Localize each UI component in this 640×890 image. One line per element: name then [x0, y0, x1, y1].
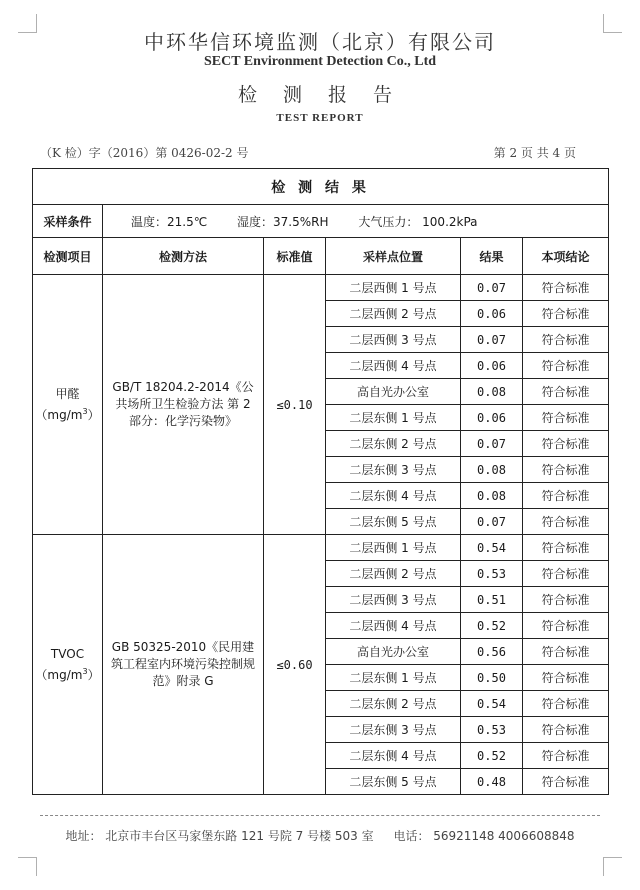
conditions-label: 采样条件: [33, 205, 103, 238]
result-value: 0.52: [461, 613, 523, 639]
sampling-location: 二层东侧 2 号点: [326, 431, 461, 457]
conclusion: 符合标准: [523, 717, 609, 743]
sampling-location: 二层西侧 3 号点: [326, 327, 461, 353]
unit-suffix: ）: [87, 407, 100, 422]
sampling-location: 二层东侧 4 号点: [326, 743, 461, 769]
sampling-location: 二层西侧 3 号点: [326, 587, 461, 613]
result-value: 0.54: [461, 691, 523, 717]
unit-prefix: （mg/m: [35, 407, 83, 422]
unit-superscript: 3: [82, 406, 88, 416]
conclusion: 符合标准: [523, 587, 609, 613]
column-header: 采样点位置: [326, 238, 461, 275]
result-value: 0.07: [461, 275, 523, 301]
result-value: 0.51: [461, 587, 523, 613]
sampling-location: 二层东侧 5 号点: [326, 509, 461, 535]
conclusion: 符合标准: [523, 613, 609, 639]
sampling-location: 二层东侧 1 号点: [326, 405, 461, 431]
conclusion: 符合标准: [523, 483, 609, 509]
result-value: 0.08: [461, 379, 523, 405]
column-header: 检测项目: [33, 238, 103, 275]
table-row: [33, 535, 609, 561]
sampling-location: 二层西侧 2 号点: [326, 561, 461, 587]
temperature: 温度：21.5℃: [131, 214, 208, 229]
footer-phone: 电话： 56921148 4006608848: [393, 829, 575, 843]
test-item-unit: [33, 403, 102, 424]
result-value: 0.52: [461, 743, 523, 769]
conclusion: 符合标准: [523, 691, 609, 717]
conclusion: 符合标准: [523, 535, 609, 561]
conclusion: 符合标准: [523, 743, 609, 769]
result-value: 0.07: [461, 431, 523, 457]
conclusion: 符合标准: [523, 639, 609, 665]
result-value: 0.56: [461, 639, 523, 665]
result-value: 0.53: [461, 561, 523, 587]
table-row: [33, 275, 609, 301]
humidity: 湿度：37.5%RH: [237, 214, 329, 229]
company-name-cn: 中环华信环境监测（北京）有限公司: [144, 30, 496, 54]
report-title-cn: 检 测 报 告: [237, 84, 403, 106]
report-reference: （K 检）字（2016）第 0426-02-2 号: [40, 146, 249, 160]
test-item-name: 甲醛: [55, 386, 80, 401]
pressure: 大气压力： 100.2kPa: [358, 214, 478, 229]
unit-prefix: （mg/m: [35, 667, 83, 682]
result-value: 0.50: [461, 665, 523, 691]
result-value: 0.53: [461, 717, 523, 743]
conclusion: 符合标准: [523, 769, 609, 795]
sampling-location: 二层西侧 4 号点: [326, 353, 461, 379]
conclusion: 符合标准: [523, 327, 609, 353]
result-value: 0.54: [461, 535, 523, 561]
sampling-location: 高自光办公室: [326, 379, 461, 405]
conclusion: 符合标准: [523, 561, 609, 587]
column-header-row: [33, 238, 609, 275]
column-header: 检测方法: [103, 238, 264, 275]
test-method: GB/T 18204.2-2014《公共场所卫生检验方法 第 2 部分：化学污染物》: [103, 275, 264, 535]
sampling-location: 二层西侧 4 号点: [326, 613, 461, 639]
standard-value: ≤0.60: [264, 535, 326, 795]
column-header: 标准值: [264, 238, 326, 275]
sampling-location: 二层东侧 2 号点: [326, 691, 461, 717]
result-value: 0.08: [461, 483, 523, 509]
sampling-location: 二层西侧 1 号点: [326, 275, 461, 301]
test-item-cell: [33, 275, 103, 535]
sampling-location: 二层东侧 1 号点: [326, 665, 461, 691]
sampling-location: 高自光办公室: [326, 639, 461, 665]
result-value: 0.07: [461, 327, 523, 353]
test-item-cell: [33, 535, 103, 795]
conclusion: 符合标准: [523, 353, 609, 379]
conclusion: 符合标准: [523, 379, 609, 405]
sampling-location: 二层东侧 3 号点: [326, 717, 461, 743]
footer-address: 地址： 北京市丰台区马家堡东路 121 号院 7 号楼 503 室: [65, 829, 374, 843]
conclusion: 符合标准: [523, 405, 609, 431]
conclusion: 符合标准: [523, 665, 609, 691]
results-table: [32, 168, 609, 795]
table-title: 检 测 结 果: [33, 169, 609, 205]
result-value: 0.06: [461, 405, 523, 431]
standard-value: ≤0.10: [264, 275, 326, 535]
sampling-location: 二层西侧 1 号点: [326, 535, 461, 561]
company-name-en: SECT Environment Detection Co., Ltd: [203, 54, 437, 69]
unit-suffix: ）: [87, 667, 100, 682]
footer-divider: [40, 815, 600, 816]
report-title-en: TEST REPORT: [276, 112, 364, 124]
crop-mark-bottom-right: [603, 857, 622, 876]
sampling-location: 二层东侧 4 号点: [326, 483, 461, 509]
result-value: 0.06: [461, 301, 523, 327]
column-header: 本项结论: [523, 238, 609, 275]
sampling-location: 二层东侧 5 号点: [326, 769, 461, 795]
unit-superscript: 3: [82, 666, 88, 676]
result-value: 0.48: [461, 769, 523, 795]
sampling-location: 二层西侧 2 号点: [326, 301, 461, 327]
test-item-name: TVOC: [50, 646, 85, 661]
conclusion: 符合标准: [523, 301, 609, 327]
page-info: 第 2 页 共 4 页: [493, 146, 576, 160]
crop-mark-bottom-left: [18, 857, 37, 876]
result-value: 0.06: [461, 353, 523, 379]
conditions-values: [103, 205, 609, 238]
sampling-location: 二层东侧 3 号点: [326, 457, 461, 483]
conclusion: 符合标准: [523, 431, 609, 457]
conclusion: 符合标准: [523, 275, 609, 301]
conclusion: 符合标准: [523, 509, 609, 535]
footer: [0, 827, 640, 844]
result-value: 0.08: [461, 457, 523, 483]
conclusion: 符合标准: [523, 457, 609, 483]
test-item-unit: [33, 663, 102, 684]
result-value: 0.07: [461, 509, 523, 535]
test-method: GB 50325-2010《民用建筑工程室内环境污染控制规范》附录 G: [103, 535, 264, 795]
column-header: 结果: [461, 238, 523, 275]
